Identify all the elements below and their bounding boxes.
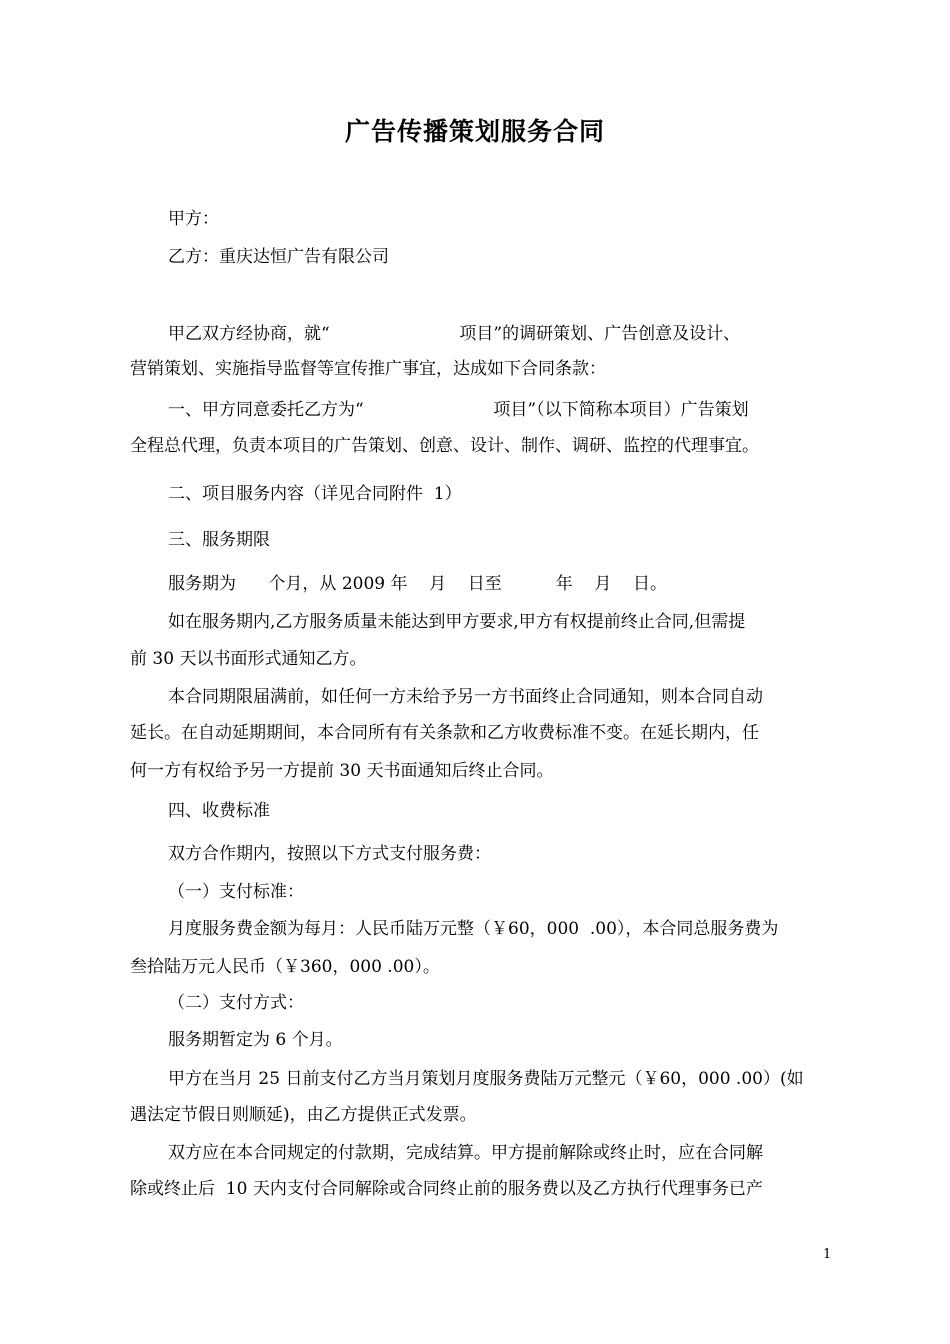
document-title: 广告传播策划服务合同 (344, 117, 605, 146)
party-b-line: 乙方：重庆达恒广告有限公司 (168, 247, 389, 267)
body-line: 延长。在自动延期期间，本合同所有有关条款和乙方收费标准不变。在延长期内，任 (130, 723, 759, 743)
body-line: 服务期为 个月，从 2009 年 月 日至 年 月 日。 (168, 574, 667, 594)
page-number: 1 (823, 1247, 832, 1262)
body-line: 前 30 天以书面形式通知乙方。 (130, 649, 367, 669)
body-line: 何一方有权给予另一方提前 30 天书面通知后终止合同。 (130, 761, 554, 781)
body-line: 遇法定节假日则顺延)，由乙方提供正式发票。 (130, 1105, 477, 1125)
clause-four: 四、收费标准 (168, 801, 270, 821)
body-line: 如在服务期内,乙方服务质量未能达到甲方要求,甲方有权提前终止合同,但需提 (168, 612, 746, 632)
body-line: 月度服务费金额为每月：人民币陆万元整（￥60，000 .00），本合同总服务费为 (168, 919, 779, 939)
body-line: 双方应在本合同规定的付款期，完成结算。甲方提前解除或终止时，应在合同解 (168, 1143, 763, 1163)
body-line: 除或终止后 10 天内支付合同解除或合同终止前的服务费以及乙方执行代理事务已产 (130, 1179, 763, 1199)
sub-heading: （二）支付方式： (168, 993, 304, 1013)
clause-one: 一、甲方同意委托乙方为“ 项目”（以下简称本项目）广告策划 (168, 400, 749, 420)
clause-two: 二、项目服务内容（详见合同附件 1） (168, 484, 462, 504)
party-a-line: 甲方： (168, 209, 219, 229)
body-line: 营销策划、实施指导监督等宣传推广事宜，达成如下合同条款： (130, 359, 606, 379)
body-line: 双方合作期内，按照以下方式支付服务费： (168, 844, 491, 864)
body-line: 全程总代理，负责本项目的广告策划、创意、设计、制作、调研、监控的代理事宜。 (130, 436, 759, 456)
body-line: 甲方在当月 25 日前支付乙方当月策划月度服务费陆万元整元（￥60，000 .00）(如 (168, 1069, 804, 1089)
body-line: 甲乙双方经协商，就“ 项目”的调研策划、广告创意及设计、 (168, 324, 741, 344)
body-line: 服务期暂定为 6 个月。 (168, 1030, 343, 1050)
clause-three: 三、服务期限 (168, 530, 270, 550)
body-line: 本合同期限届满前，如任何一方未给予另一方书面终止合同通知，则本合同自动 (168, 687, 763, 707)
sub-heading: （一）支付标准： (168, 882, 304, 902)
body-line: 叁拾陆万元人民币（￥360，000 .00）。 (130, 957, 440, 977)
